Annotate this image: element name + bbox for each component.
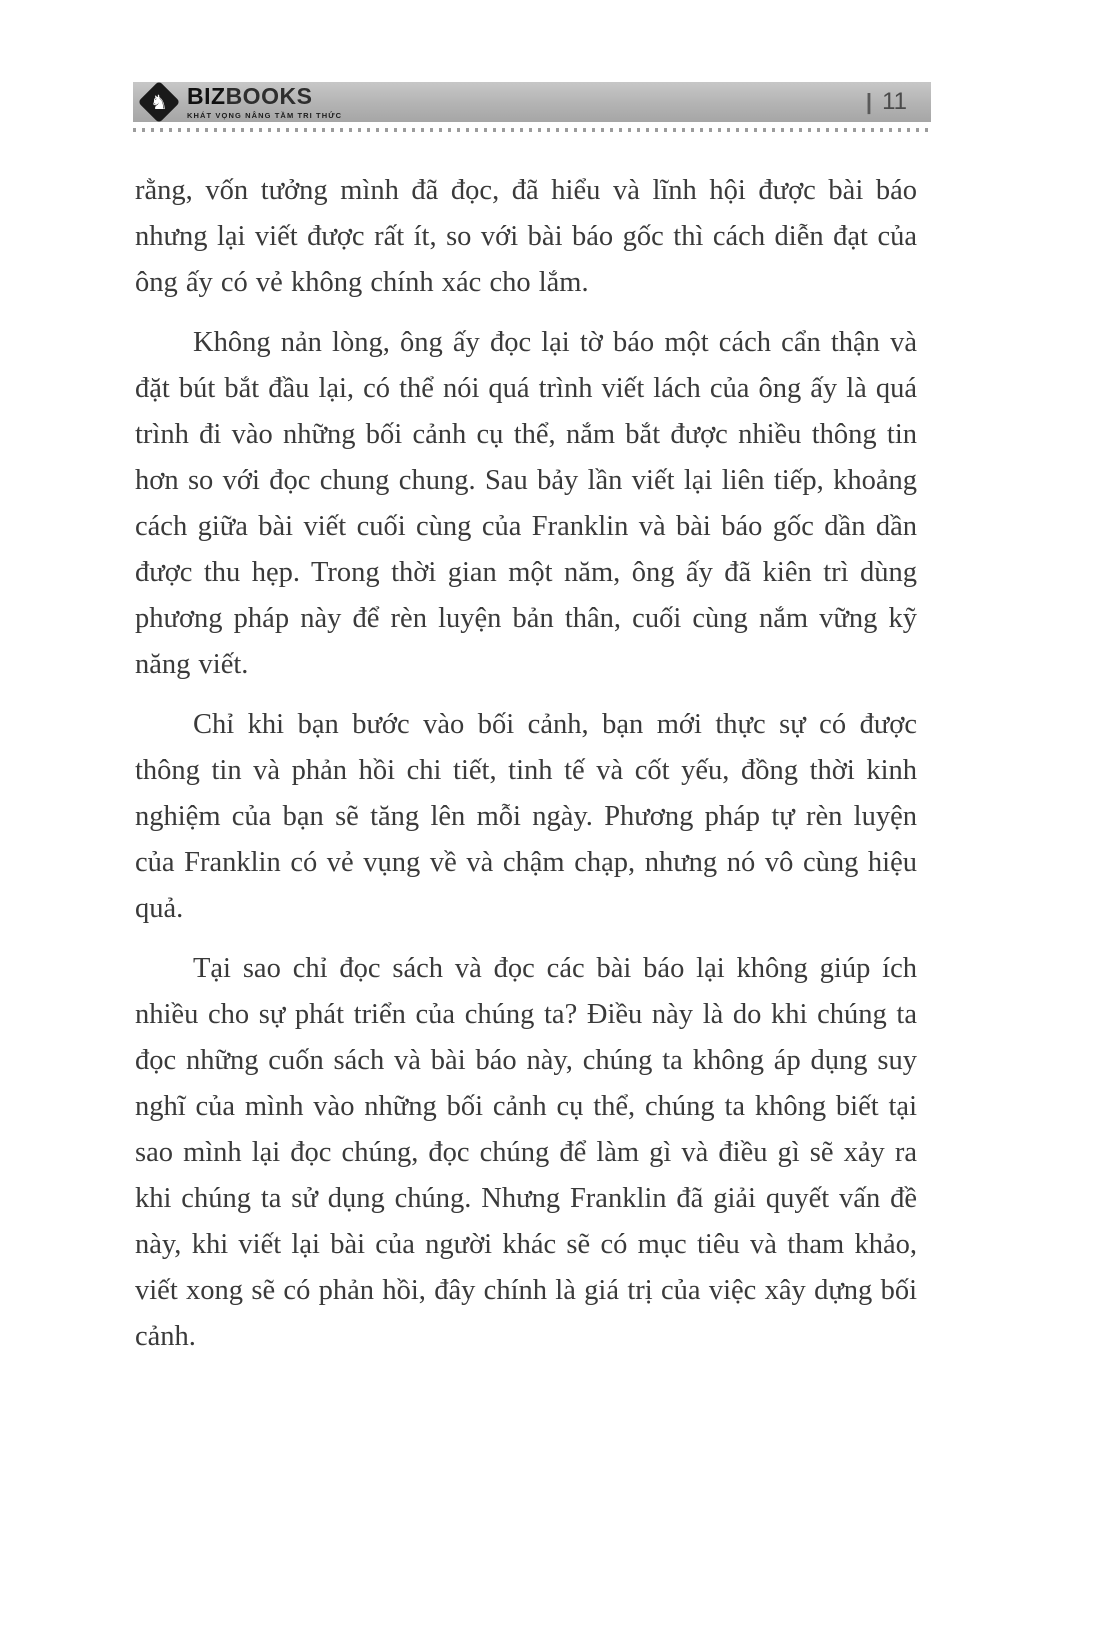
paragraph: Không nản lòng, ông ấy đọc lại tờ báo một cách cẩn thận và đặt bút bắt đầu lại, có thể nói quá trình viết lách của ông ấy là quá trình đi vào những bối cảnh cụ thể, nắm bắt được nhiều thông tin hơn so với đọc chung chung. Sau bảy lần viết lại liên tiếp, khoảng cách giữa bài viết cuối cùng của Franklin và bài báo gốc dần dần được thu hẹp. Trong thời gian một năm, ông ấy đã kiên trì dùng phương pháp này để rèn luyện bản thân, cuối cùng nắm vững kỹ năng viết. [135, 327, 917, 680]
brand-books: BOOKS [225, 82, 313, 109]
page-number-separator: | [865, 89, 873, 114]
perforation-dotted-line [133, 128, 931, 132]
brand-tagline: KHÁT VỌNG NÂNG TẦM TRI THỨC [187, 110, 343, 120]
paragraph: Chỉ khi bạn bước vào bối cảnh, bạn mới thực sự có được thông tin và phản hồi chi tiết, tinh tế và cốt yếu, đồng thời kinh nghiệm của bạn sẽ tăng lên mỗi ngày. Phương pháp tự rèn luyện của Franklin có vẻ vụng về và chậm chạp, nhưng nó vô cùng hiệu quả. [135, 709, 917, 924]
body-text [135, 168, 917, 1374]
publisher-brand [139, 79, 342, 125]
page-number: 11 [882, 88, 907, 115]
brand-biz: BIZ [187, 82, 226, 109]
brand-text-block [187, 82, 343, 120]
bizbooks-logo-icon [139, 79, 179, 125]
page-number-block [866, 88, 907, 116]
paragraph: Tại sao chỉ đọc sách và đọc các bài báo lại không giúp ích nhiều cho sự phát triển của chúng ta? Điều này là do khi chúng ta đọc những cuốn sách và bài báo này, chúng ta không áp dụng suy nghĩ của mình vào những bối cảnh cụ thể, chúng ta không biết tại sao mình lại đọc chúng, đọc chúng để làm gì và điều gì sẽ xảy ra khi chúng ta sử dụng chúng. Nhưng Franklin đã giải quyết vấn đề này, khi viết lại bài của người khác sẽ có mục tiêu và tham khảo, viết xong sẽ có phản hồi, đây chính là giá trị của việc xây dựng bối cảnh. [135, 953, 917, 1352]
page-header-bar [133, 82, 931, 122]
paragraph: rằng, vốn tưởng mình đã đọc, đã hiểu và lĩnh hội được bài báo nhưng lại viết được rất ít, so với bài báo gốc thì cách diễn đạt của ông ấy có vẻ không chính xác cho lắm. [135, 175, 917, 298]
logo-knight-glyph: ♞ [150, 90, 168, 114]
brand-title [187, 82, 342, 109]
